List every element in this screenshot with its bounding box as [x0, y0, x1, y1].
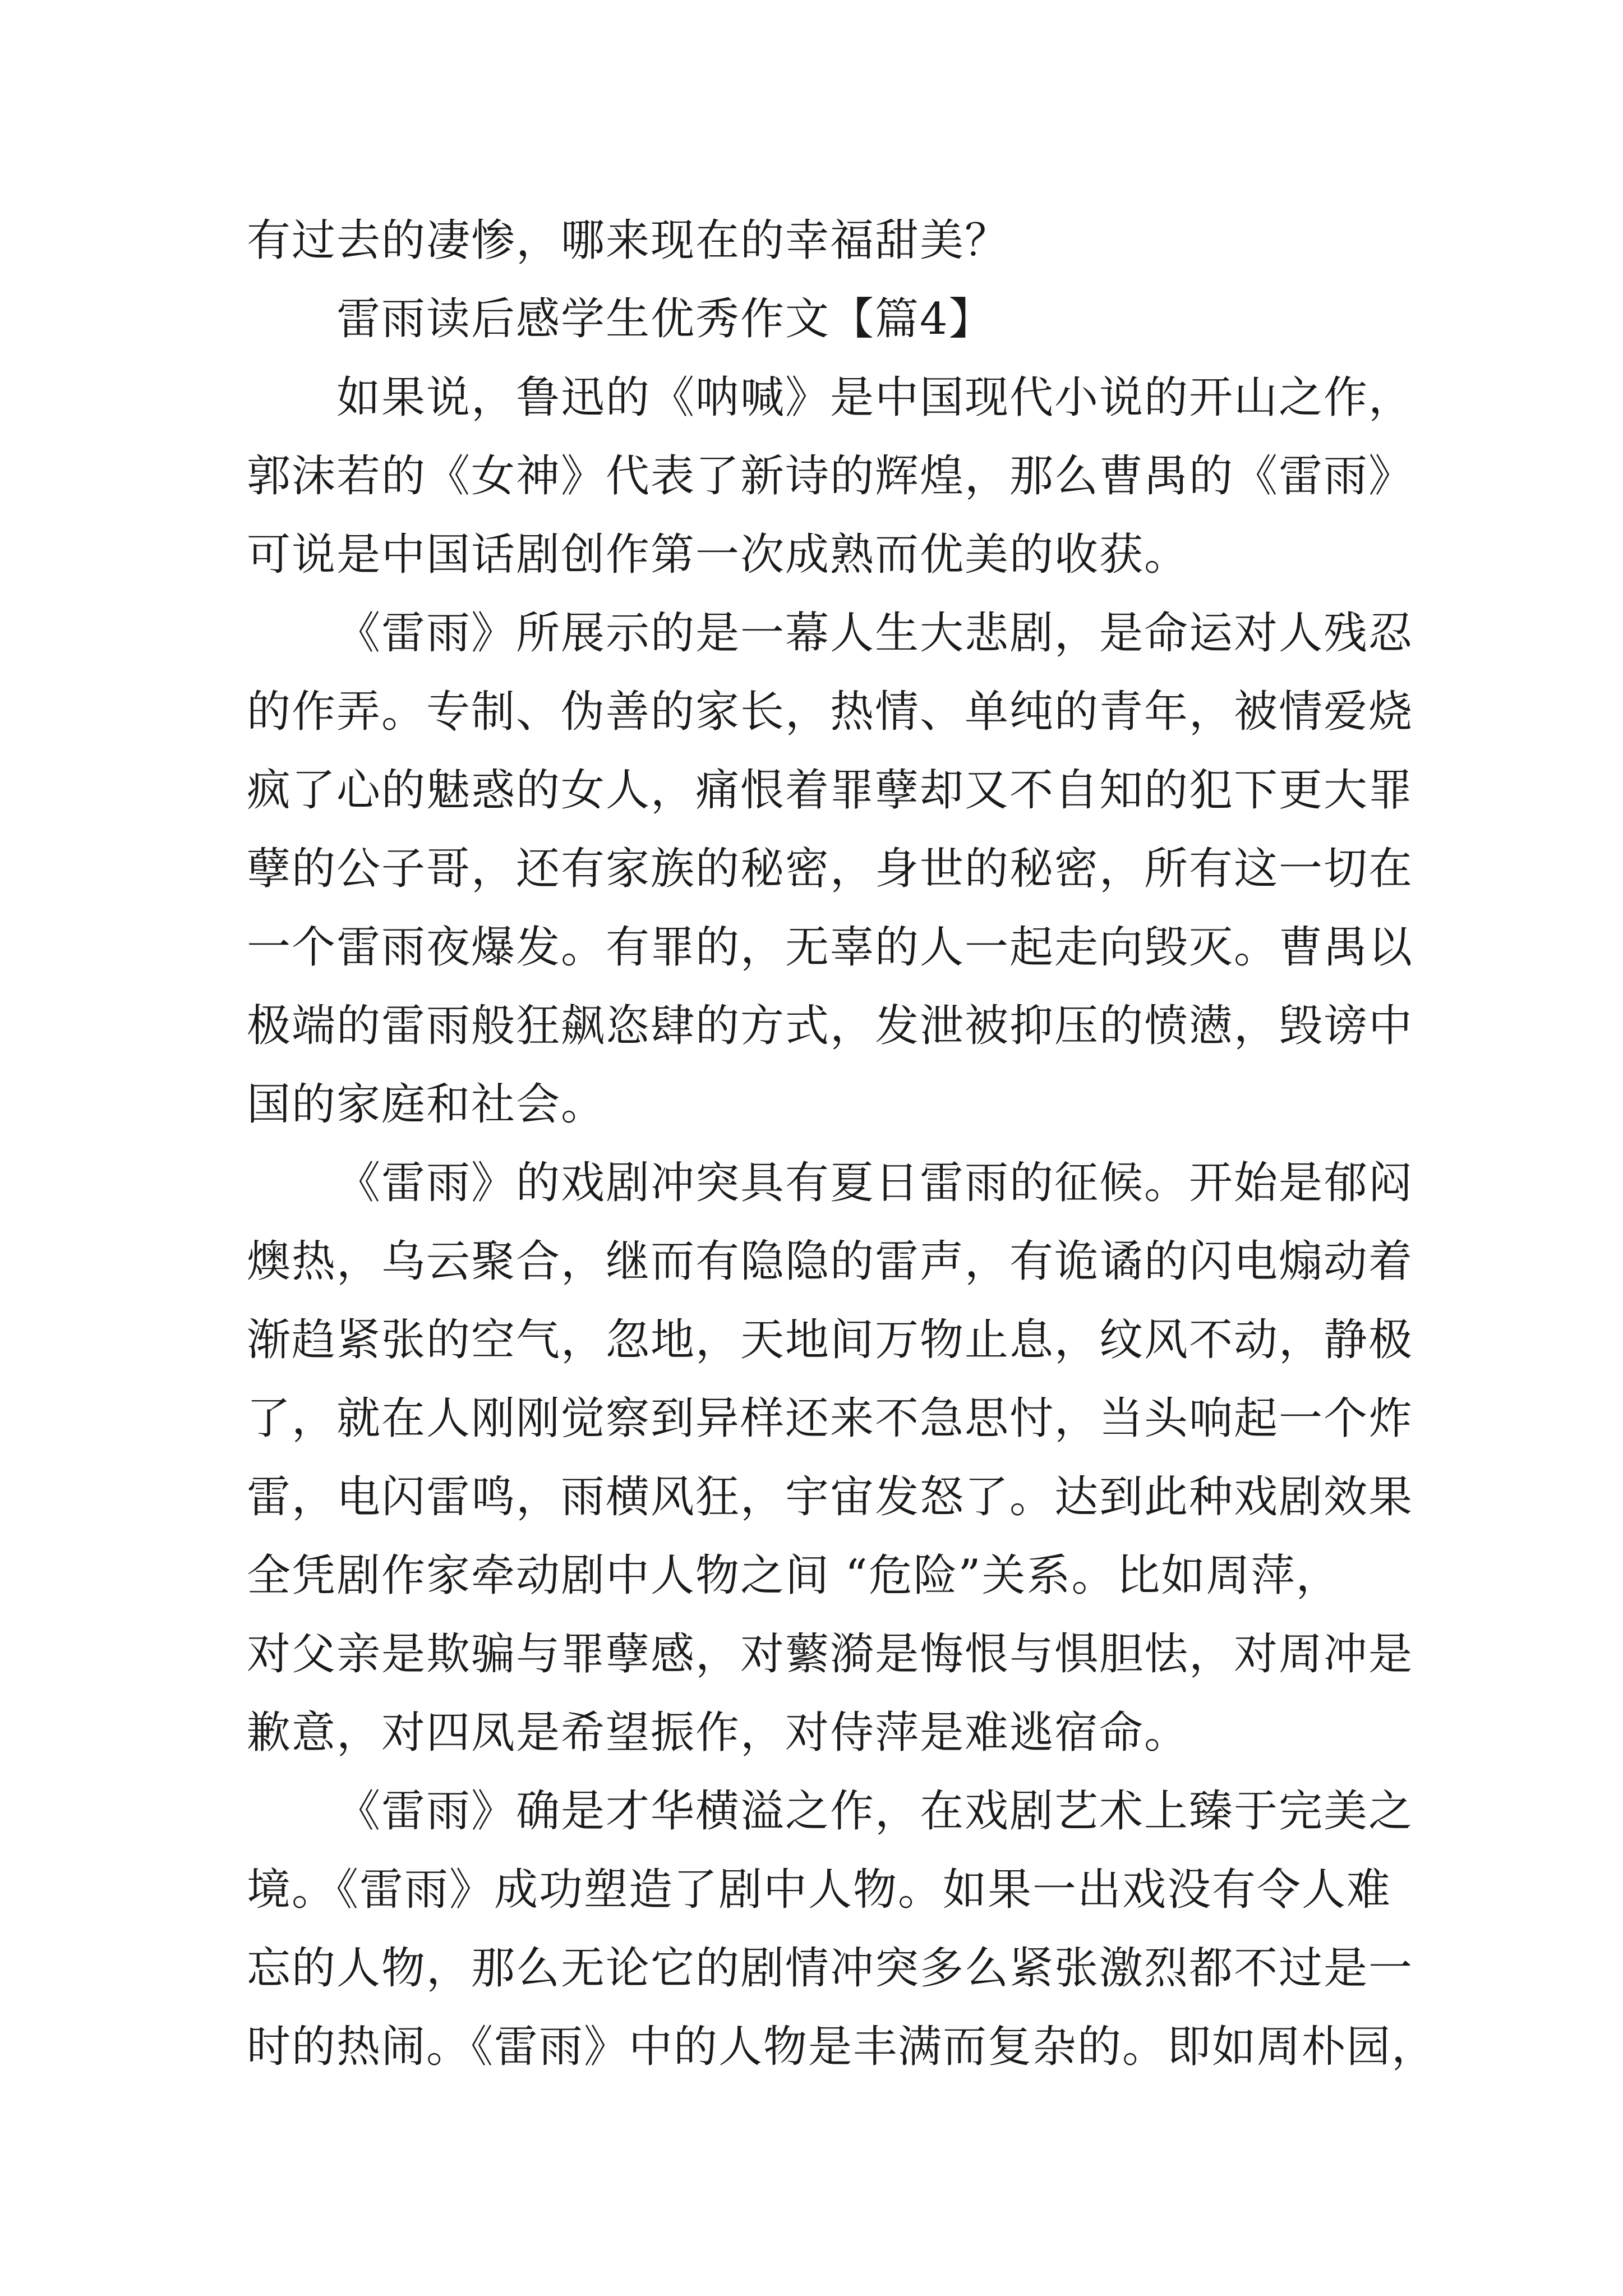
text-line: 可说是中国话剧创作第一次成熟而优美的收获。 — [247, 530, 1189, 580]
text-line: 了，就在人刚刚觉察到异样还来不急思忖，当头响起一个炸 — [247, 1393, 1414, 1444]
text-line: 如果说，鲁迅的《呐喊》是中国现代小说的开山之作， — [336, 372, 1414, 423]
section-heading: 雷雨读后感学生优秀作文【篇4】 — [336, 294, 994, 344]
text-line: 国的家庭和社会。 — [247, 1079, 606, 1130]
text-line: 《雷雨》确是才华横溢之作，在戏剧艺术上臻于完美之 — [336, 1786, 1414, 1837]
text-line: 一个雷雨夜爆发。有罪的，无辜的人一起走向毁灭。曹禺以 — [247, 922, 1414, 973]
text-line: 《雷雨》的戏剧冲突具有夏日雷雨的征候。开始是郁闷 — [336, 1158, 1414, 1208]
text-line: 疯了心的魅惑的女人，痛恨着罪孽却又不自知的犯下更大罪 — [247, 765, 1414, 816]
text-line: 时的热闹。《雷雨》中的人物是丰满而复杂的。即如周朴园， — [247, 2022, 1437, 2072]
text-line: 歉意，对四凤是希望振作，对侍萍是难逃宿命。 — [247, 1708, 1189, 1758]
text-line: 极端的雷雨般狂飙恣肆的方式，发泄被抑压的愤懑，毁谤中 — [247, 1001, 1414, 1051]
text-line: 对父亲是欺骗与罪孽感，对蘩漪是悔恨与惧胆怯，对周冲是 — [247, 1629, 1414, 1680]
text-line: 渐趋紧张的空气，忽地，天地间万物止息，纹风不动，静极 — [247, 1315, 1414, 1365]
text-line: 有过去的凄惨，哪来现在的幸福甜美？ — [247, 215, 1010, 266]
text-line: 雷，电闪雷鸣，雨横风狂，宇宙发怒了。达到此种戏剧效果 — [247, 1472, 1414, 1522]
text-line: 《雷雨》所展示的是一幕人生大悲剧，是命运对人残忍 — [336, 608, 1414, 659]
text-line: 的作弄。专制、伪善的家长，热情、单纯的青年，被情爱烧 — [247, 687, 1414, 737]
text-line: 全凭剧作家牵动剧中人物之间 “危险”关系。比如周萍， — [247, 1550, 1341, 1601]
text-line: 燠热，乌云聚合，继而有隐隐的雷声，有诡谲的闪电煽动着 — [247, 1236, 1414, 1287]
text-line: 孽的公子哥，还有家族的秘密，身世的秘密，所有这一切在 — [247, 844, 1414, 894]
text-line: 忘的人物，那么无论它的剧情冲突多么紧张激烈都不过是一 — [247, 1943, 1414, 1994]
text-line: 郭沫若的《女神》代表了新诗的辉煌，那么曹禺的《雷雨》 — [247, 451, 1414, 501]
text-line: 境。《雷雨》成功塑造了剧中人物。如果一出戏没有令人难 — [247, 1865, 1392, 1915]
